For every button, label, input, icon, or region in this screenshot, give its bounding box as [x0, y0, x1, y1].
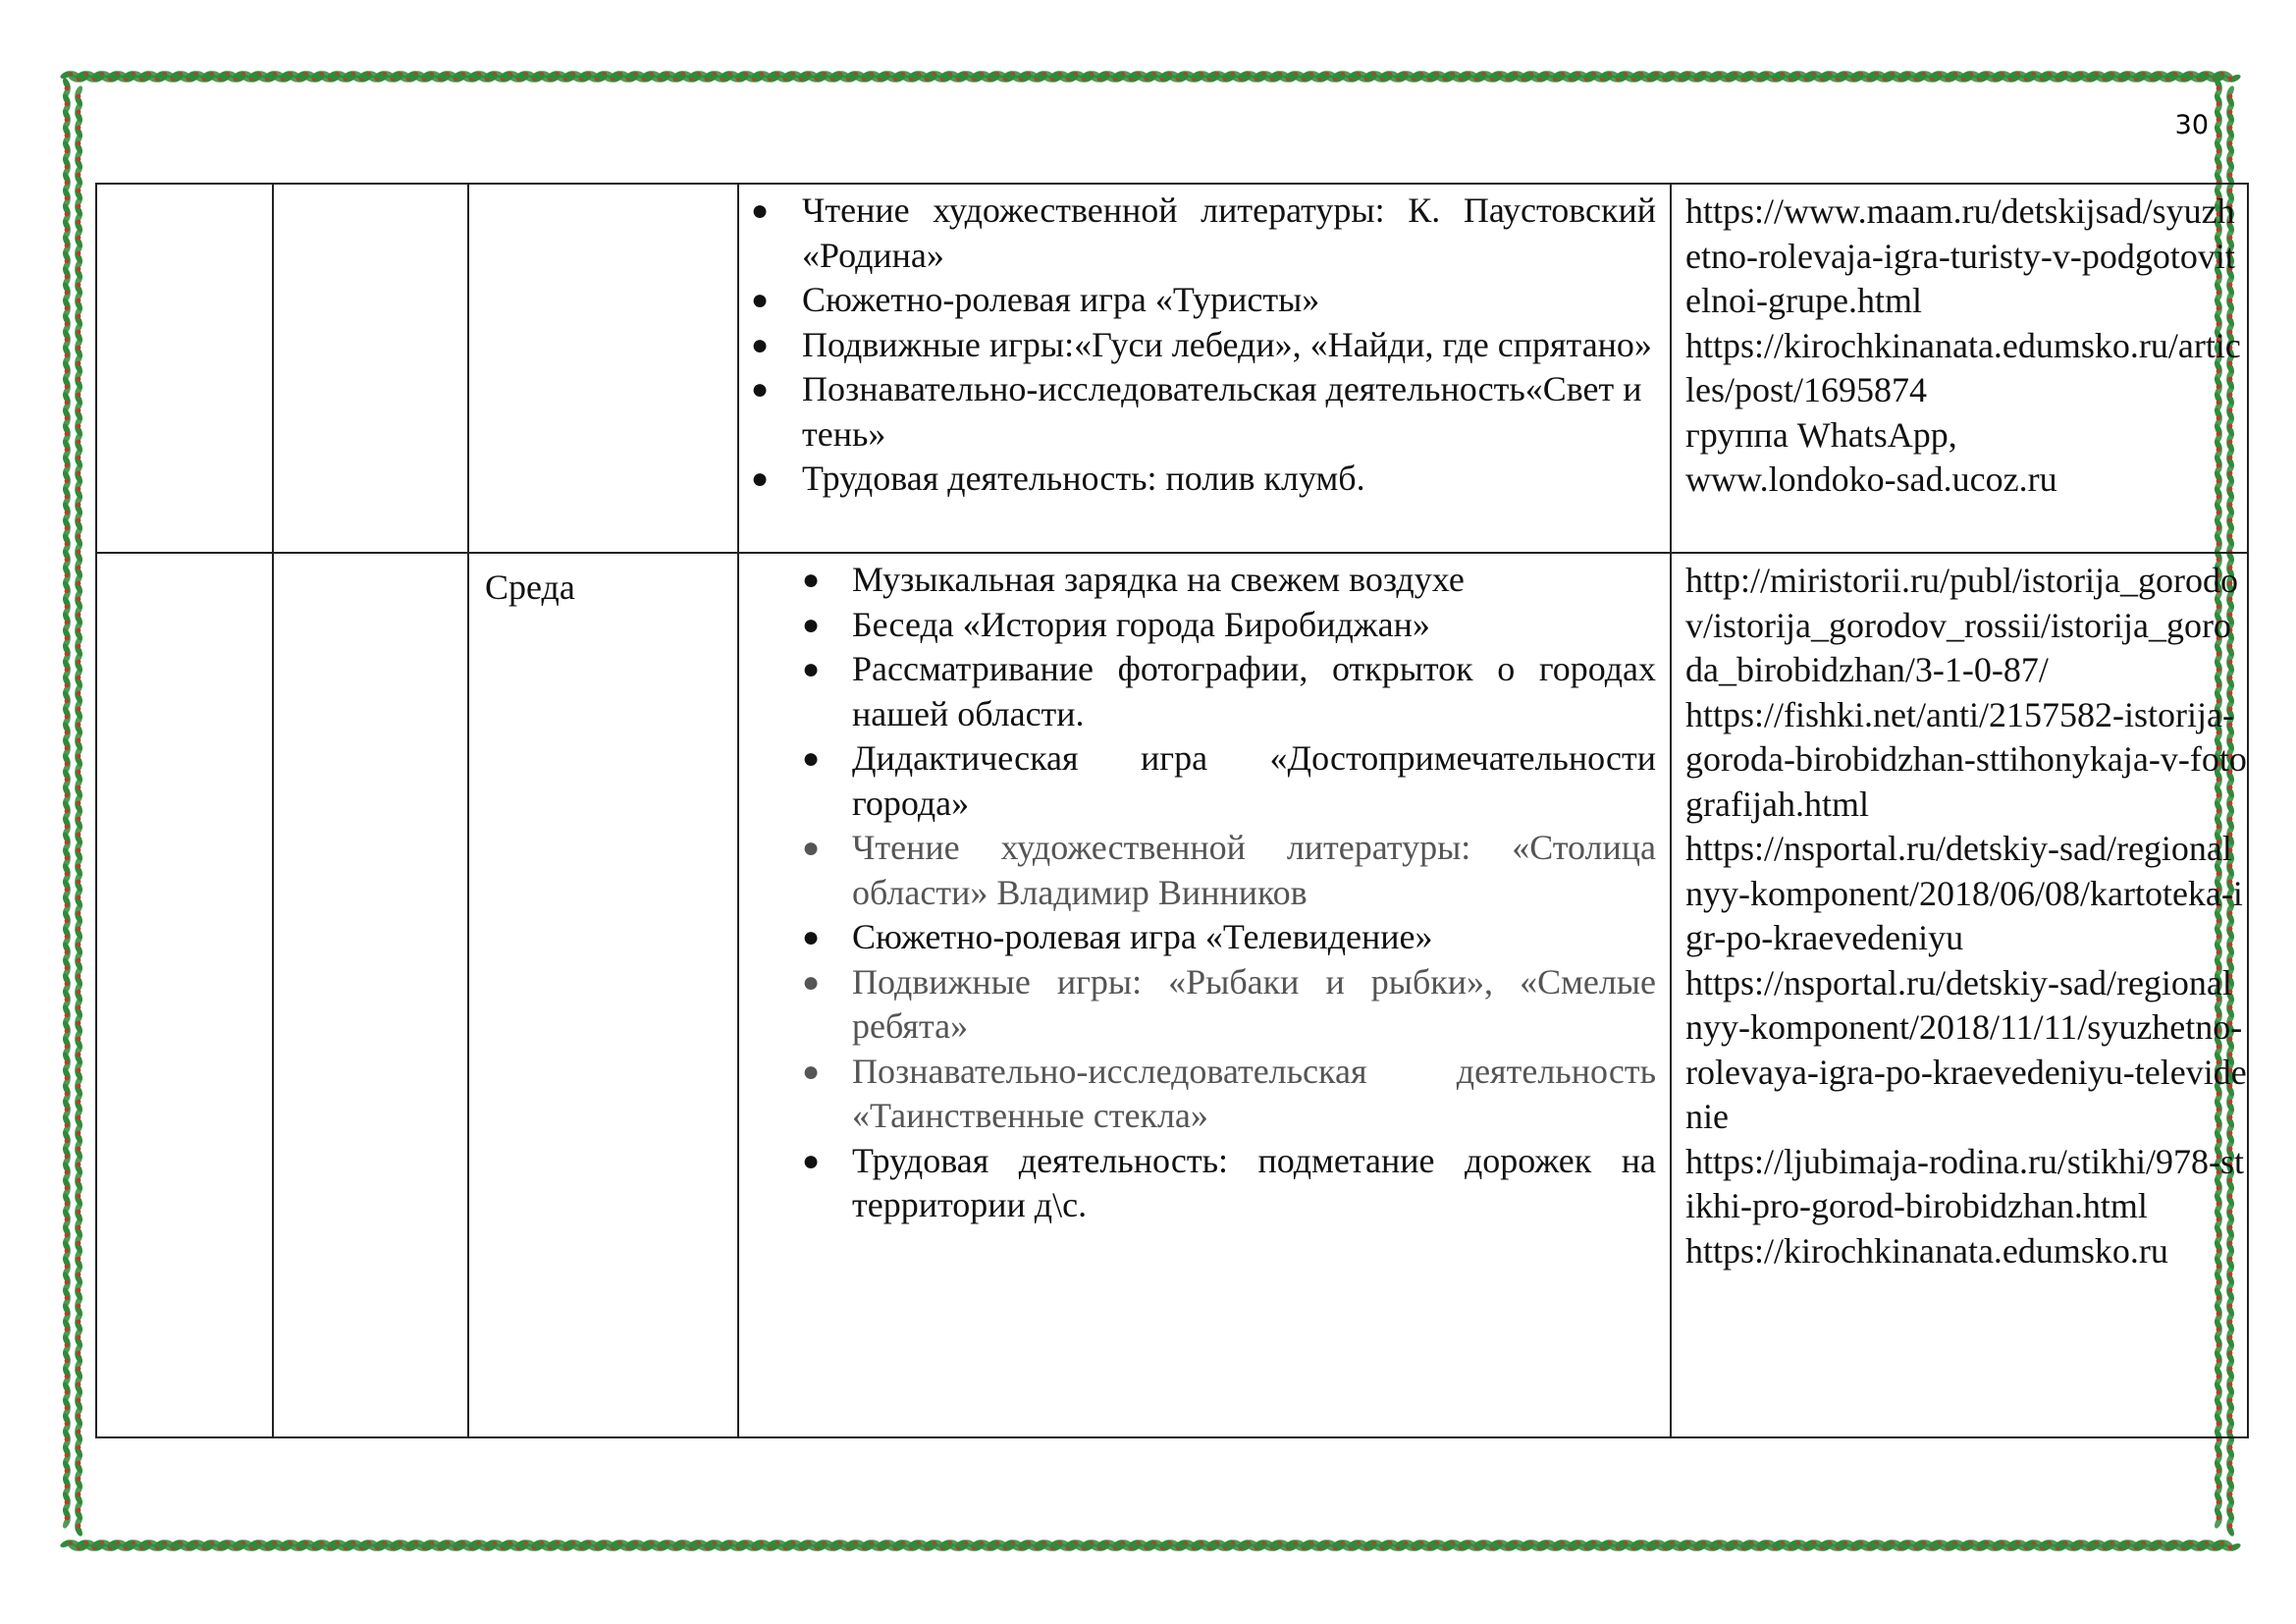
link[interactable]: https://kirochkinanata.edumsko.ru/articles/post/1695874	[1685, 325, 2241, 409]
holly-sprig-icon	[2225, 1514, 2236, 1537]
bullet-icon: ●	[802, 921, 821, 953]
link[interactable]: https://nsportal.ru/detskiy-sad/regionalnyy-komponent/2018/06/08/kartoteka-igr-po-kraevedeniyu	[1685, 829, 2243, 957]
link[interactable]: https://www.maam.ru/detskijsad/syuzhetno-rolevaja-igra-turisty-v-podgotovitelnoi-grupe.html	[1685, 191, 2235, 320]
holly-sprig-icon	[74, 1514, 84, 1537]
table-cell-links	[1671, 184, 2248, 553]
bullet-icon: ●	[802, 653, 821, 685]
list-item: ● Сюжетно-ролевая игра «Телевидение»	[852, 915, 1656, 960]
table-cell-week	[96, 184, 273, 553]
list-item: ● Беседа «История города Биробиджан»	[852, 603, 1656, 648]
bullet-icon: ●	[802, 965, 821, 999]
holly-sprig-icon	[2213, 1506, 2223, 1529]
table-cell-empty	[273, 184, 468, 553]
list-item: ● Подвижные игры:«Гуси лебеди», «Найди, где спрятано»	[802, 323, 1656, 368]
link[interactable]: https://kirochkinanata.edumsko.ru	[1685, 1230, 2168, 1271]
list-item: ● Чтение художественной литературы: К. Паустовский «Родина»	[751, 190, 1656, 275]
bullet-icon: ●	[802, 608, 821, 641]
table-row	[96, 184, 2248, 553]
list-item: ● Чтение художественной литературы: «Столица области» Владимир Винников	[802, 828, 1656, 912]
bullet-icon: ●	[751, 284, 770, 316]
list-item: ● Трудовая деятельность: подметание дорожек на территории д\с.	[802, 1140, 1656, 1224]
page-number: 30	[2174, 110, 2209, 140]
bullet-icon: ●	[802, 1144, 821, 1177]
bullet-icon: ●	[802, 564, 821, 596]
bullet-icon: ●	[751, 373, 770, 406]
table-cell-links	[1671, 553, 2248, 1437]
table-row	[96, 553, 2248, 1437]
link[interactable]: https://nsportal.ru/detskiy-sad/regionalnyy-komponent/2018/11/11/syuzhetno-rolevaya-igra-po-kraevedeniyu-televidenie	[1685, 962, 2247, 1136]
table-cell-week	[96, 553, 273, 1437]
list-item: ● Рассматривание фотографии, открыток о городах нашей области.	[802, 649, 1656, 733]
bullet-icon: ●	[751, 328, 770, 361]
bullet-icon: ●	[802, 1055, 821, 1088]
link[interactable]: www.londoko-sad.ucoz.ru	[1685, 460, 2057, 499]
holly-sprig-icon	[61, 1506, 72, 1529]
table-cell-activities	[738, 184, 1671, 553]
activity-list	[739, 185, 1670, 502]
list-item: ● Сюжетно-ролевая игра «Туристы»	[802, 278, 1656, 323]
link[interactable]: https://fishki.net/anti/2157582-istorija-goroda-birobidzhan-sttihonykaja-v-fotografijah.html	[1685, 694, 2247, 824]
list-item: ● Познавательно-исследовательская деятельность«Свет и тень»	[751, 369, 1642, 454]
list-item: ● Подвижные игры: «Рыбаки и рыбки», «Смелые ребята»	[802, 961, 1656, 1046]
list-item: ● Дидактическая игра «Достопримечательности города»	[802, 738, 1656, 823]
list-item: ● Познавательно-исследовательская деятельность «Таинственные стекла»	[802, 1051, 1656, 1135]
link[interactable]: http://miristorii.ru/publ/istorija_gorodov/istorija_gorodov_rossii/istorija_goroda_birobidzhan/3-1-0-87/	[1685, 561, 2238, 689]
table-cell-day: Среда	[468, 553, 738, 1437]
bullet-icon: ●	[751, 194, 770, 227]
bullet-icon: ●	[751, 462, 770, 495]
plan-table	[95, 183, 2249, 1438]
bullet-icon: ●	[802, 832, 821, 864]
activity-list	[739, 554, 1670, 1228]
table-cell-empty	[273, 553, 468, 1437]
bullet-icon: ●	[802, 742, 821, 775]
table-cell-day	[468, 184, 738, 553]
list-item: ● Музыкальная зарядка на свежем воздухе	[852, 558, 1656, 603]
note-text: группа WhatsApp,	[1685, 414, 1957, 455]
link[interactable]: https://ljubimaja-rodina.ru/stikhi/978-stikhi-pro-gorod-birobidzhan.html	[1685, 1141, 2244, 1225]
table-cell-activities	[738, 553, 1671, 1437]
list-item: ● Трудовая деятельность: полив клумб.	[802, 457, 1656, 502]
